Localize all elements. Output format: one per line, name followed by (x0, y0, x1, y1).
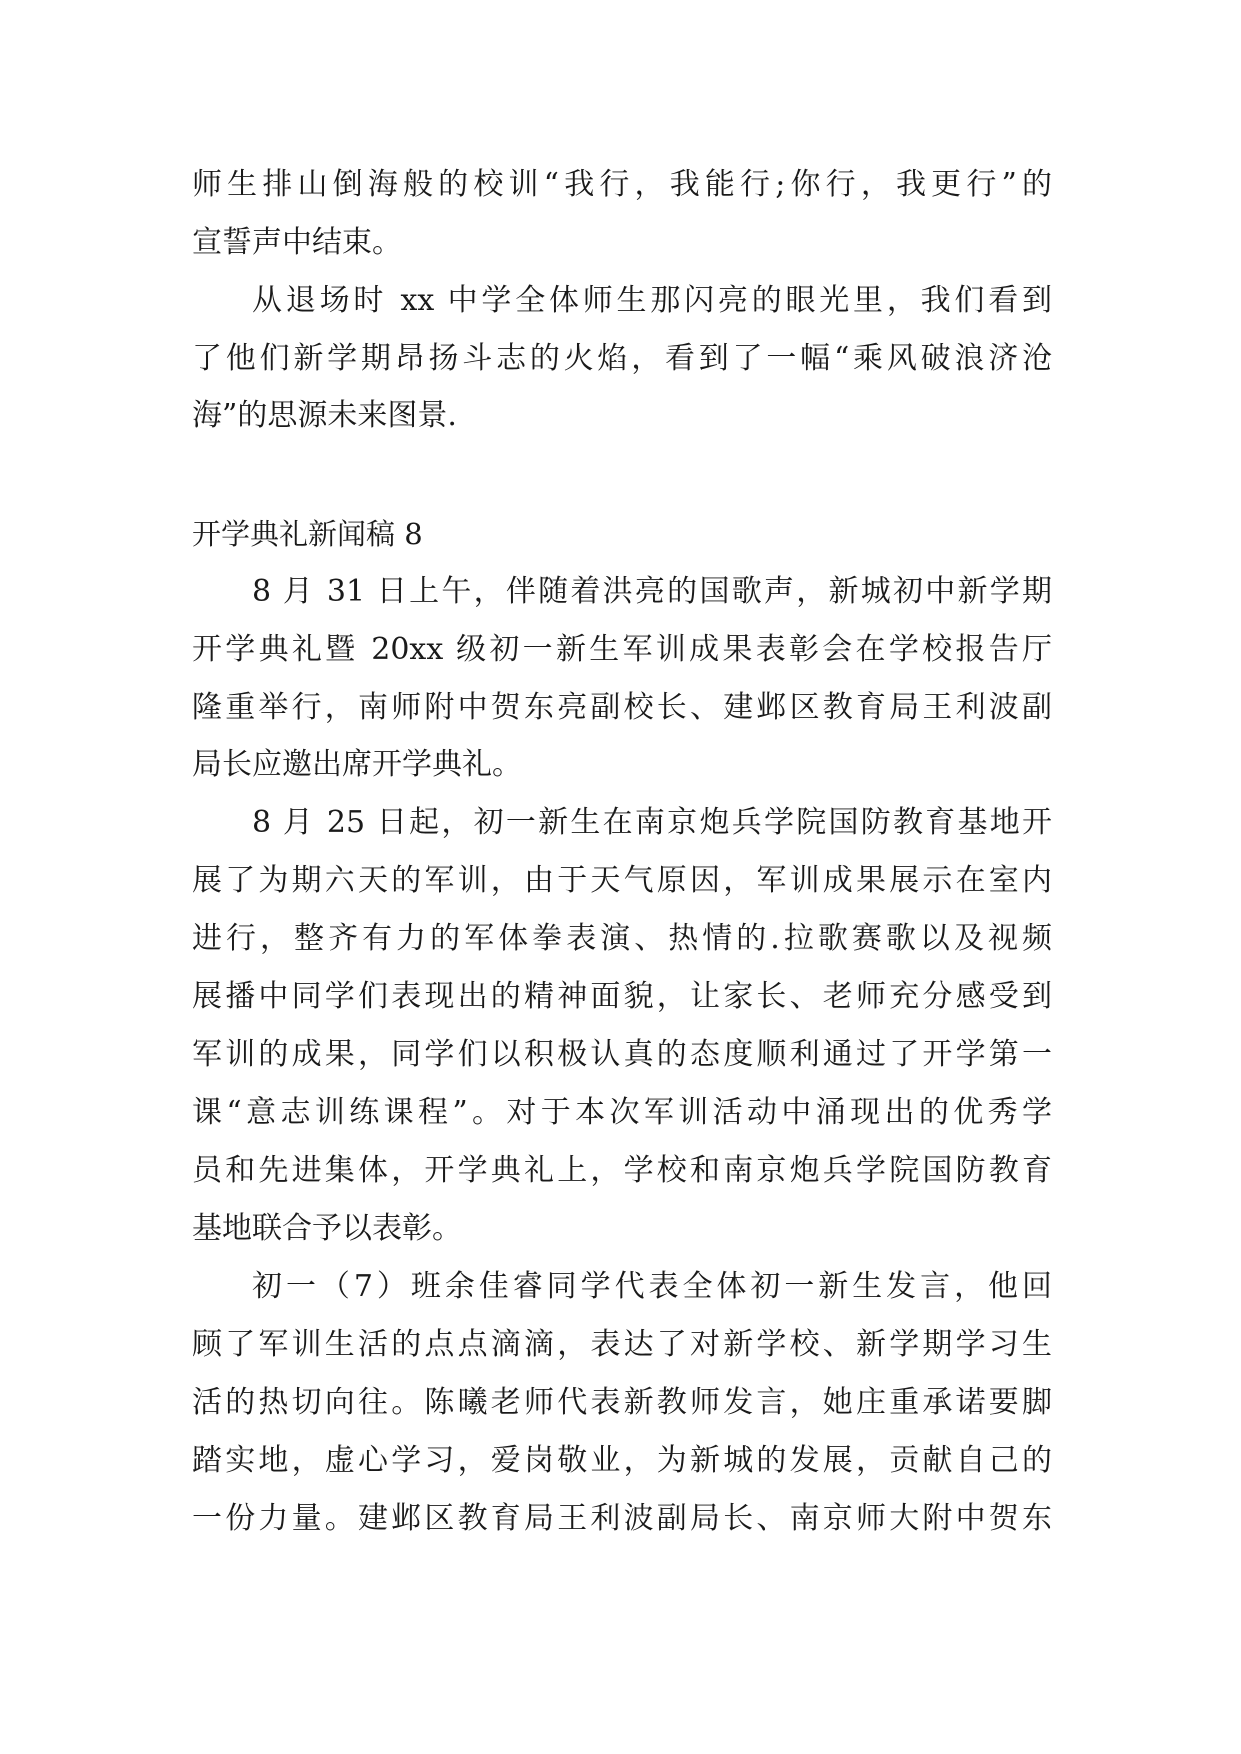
text-line: 课“意志训练课程”。对于本次军训活动中涌现出的优秀学 (192, 1095, 1052, 1130)
text-line: 了他们新学期昂扬斗志的火焰，看到了一幅“乘风破浪济沧 (192, 341, 1052, 376)
text-line: 基地联合予以表彰。 (192, 1211, 462, 1246)
text-line: 隆重举行，南师附中贺东亮副校长、建邺区教育局王利波副 (192, 690, 1052, 725)
text-line: 师生排山倒海般的校训“我行，我能行;你行，我更行”的 (192, 167, 1052, 202)
text-line: 初一（7）班余佳睿同学代表全体初一新生发言，他回 (252, 1269, 1052, 1304)
text-line: 顾了军训生活的点点滴滴，表达了对新学校、新学期学习生 (192, 1327, 1052, 1362)
text-line: 活的热切向往。陈曦老师代表新教师发言，她庄重承诺要脚 (192, 1385, 1052, 1420)
text-line: 从退场时 xx 中学全体师生那闪亮的眼光里，我们看到 (252, 283, 1052, 318)
text-line: 展了为期六天的军训，由于天气原因，军训成果展示在室内 (192, 863, 1052, 898)
text-line: 踏实地，虚心学习，爱岗敬业，为新城的发展，贡献自己的 (192, 1443, 1052, 1478)
text-line: 军训的成果，同学们以积极认真的态度顺利通过了开学第一 (192, 1037, 1052, 1072)
text-line: 8 月 25 日起，初一新生在南京炮兵学院国防教育基地开 (252, 805, 1052, 840)
text-line: 宣誓声中结束。 (192, 225, 402, 260)
text-line: 海”的思源未来图景. (192, 398, 457, 433)
text-line: 8 月 31 日上午，伴随着洪亮的国歌声，新城初中新学期 (252, 574, 1052, 609)
text-line: 员和先进集体，开学典礼上，学校和南京炮兵学院国防教育 (192, 1153, 1052, 1188)
text-line: 局长应邀出席开学典礼。 (192, 747, 522, 782)
text-line: 展播中同学们表现出的精神面貌，让家长、老师充分感受到 (192, 979, 1052, 1014)
text-line: 进行，整齐有力的军体拳表演、热情的.拉歌赛歌以及视频 (192, 921, 1052, 956)
text-line: 一份力量。建邺区教育局王利波副局长、南京师大附中贺东 (192, 1501, 1052, 1536)
text-line: 开学典礼暨 20xx 级初一新生军训成果表彰会在学校报告厅 (192, 632, 1052, 667)
section-heading: 开学典礼新闻稿 8 (192, 517, 423, 551)
